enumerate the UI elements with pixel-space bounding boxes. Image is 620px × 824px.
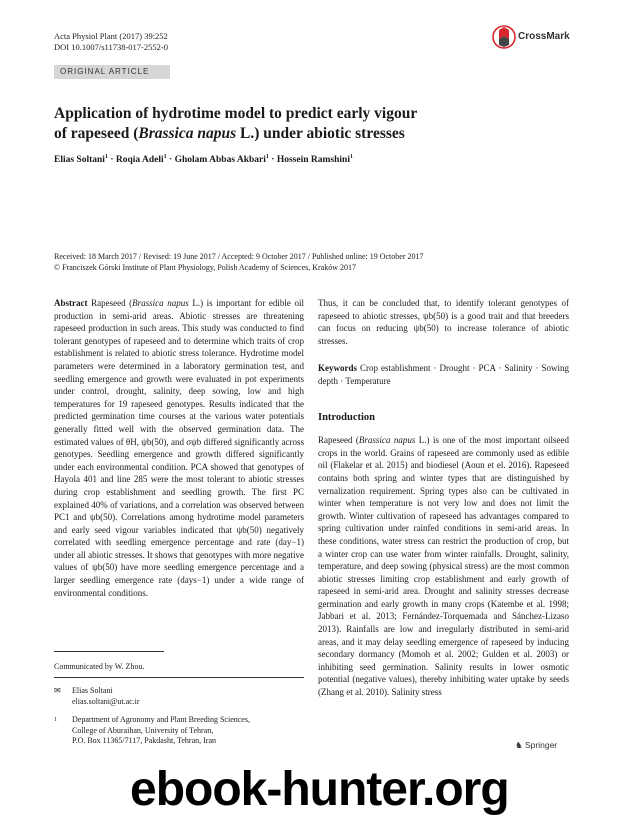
author[interactable]: Elias Soltani$^1$ (54, 154, 108, 166)
affiliation-number: 1 (54, 717, 57, 723)
keywords-text: Crop establishment · Drought · PCA · Salinity · Sowing depth · Temperature (318, 363, 569, 386)
article-history (54, 251, 574, 273)
article-title (54, 104, 574, 144)
article-type-badge: ORIGINAL ARTICLE (54, 65, 170, 79)
crossmark-icon (492, 25, 516, 49)
author-separator: · (166, 155, 175, 166)
title-text: L.) under abiotic stresses (236, 125, 405, 142)
keywords-label: Keywords (318, 363, 357, 374)
abstract-continued: Thus, it can be concluded that, to identify tolerant genotypes of rapeseed to abiotic stresses, ψb(50) is a good trait and that breeders can focus on reducing ψb(50) to increase tolerance of abiotic stresses. (318, 298, 569, 346)
title-line-2 (54, 124, 574, 144)
abstract-label: Abstract (54, 298, 88, 308)
footnote-divider (54, 677, 304, 678)
author[interactable]: Hossein Ramshini$^1$ (276, 154, 353, 166)
abstract-text: L.) is important for edible oil production in semi-arid areas. Abiotic stresses are threatening rapeseed production in such areas. This study was conducted to find tolerant genotypes of rapeseed and to determine which traits of crop establishment is related to abiotic stress tolerance. Hydrotime model parameters were determined in a laboratory germination test, and seedling emergence and growth were evaluated in pot experiments under control, drought, salinity, deep sowing, low and high temperatures for 19 rapeseed genotypes. Results indicated that the predicted germination time courses at the various water potentials generally fitted well with the observed germination data. The estimated values of θH, ψb(50), and σψb differed significantly across genotypes. Seedling emergence and growth differed significantly under each environmental condition. PCA showed that genotypes of Hayola 401 and line 285 were the most tolerant to abiotic stresses during crop establishment and seedling growth. The first PC explained 40% of variations, and a correlation was observed between PC1 and ψb(50). Correlations among hydrotime model parameters and early seed vigour variables indicated that ψb(50) negatively correlated with seedling emergence percentage and rate (day−1) under all abiotic stresses. It shows that genotypes with more negative values of ψb(50) have more seedling emergence percentage and a larger seedling emergence rate (days−1) under a wide range of environmental conditions. (54, 298, 304, 598)
section-heading-introduction: Introduction (318, 411, 375, 423)
title-text: of rapeseed ( (54, 125, 139, 142)
affiliation-line: College of Aburaihan, University of Tehran, (72, 725, 214, 735)
intro-species: Brassica napus (358, 435, 416, 446)
keywords (318, 362, 569, 387)
introduction-paragraph (318, 434, 569, 698)
abstract-column (54, 297, 304, 599)
correspondence-email[interactable]: elias.soltani@ut.ac.ir (72, 696, 140, 706)
abstract-species: Brassica napus (132, 298, 189, 308)
springer-horse-icon: ♞ (515, 740, 523, 750)
affiliation (54, 715, 250, 747)
watermark: ebook-hunter.org (130, 763, 509, 816)
affiliation-line: Department of Agronomy and Plant Breeding Sciences, (72, 715, 250, 724)
right-column (318, 297, 569, 699)
affiliation-line: P.O. Box 11365/7117, Pakdasht, Tehran, Iran (72, 736, 217, 745)
correspondence (54, 686, 140, 707)
journal-citation: Acta Physiol Plant (2017) 39:252 (54, 31, 168, 41)
author-list (54, 154, 574, 165)
copyright-line: © Franciszek Górski Institute of Plant Physiology, Polish Academy of Sciences, Kraków 2017 (54, 263, 356, 272)
intro-text: Rapeseed ( (318, 435, 359, 446)
author-separator: · (268, 155, 277, 166)
intro-text: L.) is one of the most important oilseed crops in the world. Grains of rapeseed are commonly used as edible oil (Flakelar et al. 2015) and biodiesel (Aoun et el. 2016). Rapeseed contains both spring and winter types that are distinguished by vernalization requirement. Spring types also can be cultivated in winter when temperature is not very low and does not limit the growth. Winter cultivation of rapeseed has advantages compared to spring cultivation under rainfed conditions in semi-arid areas. In these conditions, water stress can restrict the production of crop, but a winter crop can use water from winter rainfalls. Drought, salinity, temperature, and deep sowing (physical stress) are the most common abiotic stresses limiting crop establishment and early growth of rapeseed in semi-arid area. Drought and salinity stresses decrease germination and early growth in many crops (Katembe et al. 1998; Jabbari et al. 2013; Fernández-Torquemada and Sánchez-Lizaso 2013). Rainfalls are low and irregularly distributed in semi-arid areas, and it may delay seedling emergence of rapeseed by inducing secondary dormancy (Momoh et al. 2002; Gulden et al. 2003) or inhibiting seed germination. Salinity results in lower osmotic potential (negative values), thereby inhibiting water uptake by seeds (Zhang et al. 2010). Salinity stress (318, 435, 569, 698)
author[interactable]: Gholam Abbas Akbari$^1$ (174, 154, 269, 166)
author-separator: · (107, 155, 116, 166)
correspondence-name: Elias Soltani (72, 686, 113, 695)
doi[interactable]: DOI 10.1007/s11738-017-2552-0 (54, 42, 168, 52)
abstract-text: Rapeseed ( (87, 298, 133, 308)
author[interactable]: Roqia Adeli$^1$ (115, 154, 167, 166)
publisher-logo (515, 740, 557, 751)
title-line-1: Application of hydrotime model to predict early vigour (54, 105, 418, 122)
crossmark-label: CrossMark (518, 31, 570, 42)
publisher-name: Springer (525, 740, 558, 750)
crossmark-badge[interactable] (492, 25, 572, 51)
footnote-divider (54, 651, 164, 652)
envelope-icon: ✉ (54, 686, 61, 695)
communicated-by: Communicated by W. Zhou. (54, 662, 145, 671)
title-species: Brassica napus (138, 125, 237, 142)
dates-line: Received: 18 March 2017 / Revised: 19 June 2017 / Accepted: 9 October 2017 / Published online: 19 October 2017 (54, 252, 424, 261)
abstract (54, 297, 304, 599)
